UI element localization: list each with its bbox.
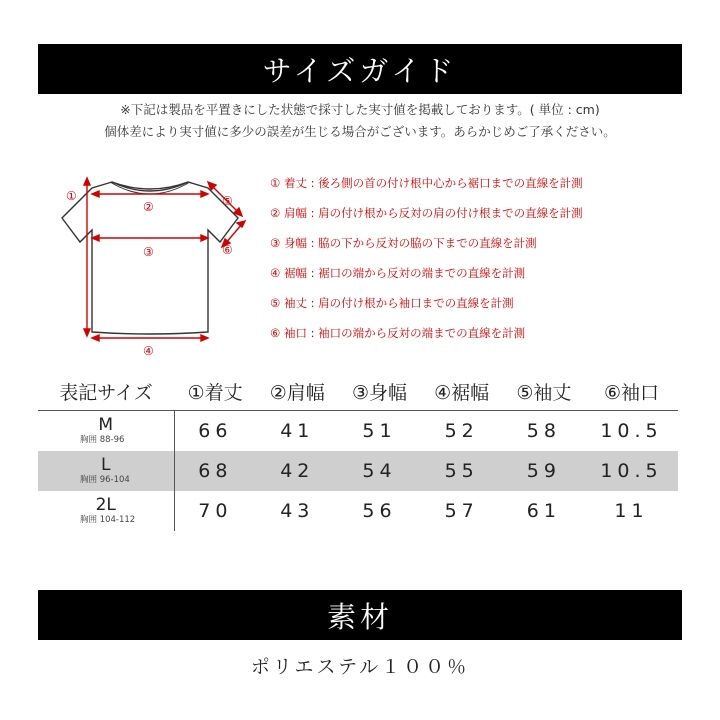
- table-row: [38, 411, 678, 452]
- value-cell: 11: [614, 500, 649, 522]
- header-hem: ④裾幅: [421, 372, 503, 411]
- material-composition: ポリエステル１００％: [250, 656, 470, 678]
- value-cell: 41: [280, 420, 315, 442]
- marker-length: ①: [66, 189, 77, 203]
- legend-cuff: ⑥ 袖口 : 袖口の端から反対の端までの直線を計測: [270, 326, 526, 340]
- size-label-cell: [38, 411, 174, 452]
- header-length: ①着丈: [174, 372, 256, 411]
- value-cell: 66: [198, 420, 233, 442]
- material-title-bar: [38, 590, 682, 640]
- material-title: 素材: [326, 599, 393, 634]
- value-cell: 70: [198, 500, 233, 522]
- marker-sleeve-length: ⑤: [222, 194, 233, 208]
- size-name: 2L: [95, 495, 116, 516]
- marker-shoulder: ②: [143, 200, 154, 214]
- measurement-legend: [270, 168, 690, 348]
- marker-chest: ③: [143, 245, 154, 259]
- table-header-row: [38, 372, 678, 411]
- header-sleeve-length: ⑤袖丈: [503, 372, 585, 411]
- tshirt-diagram: [50, 160, 260, 360]
- size-label-cell: [38, 451, 174, 491]
- value-cell: 42: [256, 451, 338, 491]
- table-row: [38, 451, 678, 491]
- value-cell: 58: [526, 420, 561, 442]
- size-chest: 胸囲 88-96: [80, 435, 125, 446]
- size-name: L: [101, 455, 111, 476]
- legend-chest: ③ 身幅 : 脇の下から反対の脇の下までの直線を計測: [270, 236, 537, 250]
- marker-hem: ④: [143, 344, 154, 358]
- tolerance-note: 個体差により実寸値に多少の誤差が生じる場合がございます。あらかじめご了承ください。: [104, 124, 616, 139]
- size-chest: 胸囲 104-112: [80, 515, 136, 526]
- header-cuff: ⑥袖口: [585, 372, 678, 411]
- header-shoulder: ②肩幅: [256, 372, 338, 411]
- value-cell: 68: [174, 451, 256, 491]
- value-cell: 55: [421, 451, 503, 491]
- size-label-cell: [38, 491, 174, 531]
- marker-cuff: ⑥: [222, 243, 233, 257]
- value-cell: 52: [444, 420, 479, 442]
- value-cell: 10.5: [600, 420, 663, 442]
- table-row: [38, 491, 678, 531]
- value-cell: 56: [362, 500, 397, 522]
- legend-length: ① 着丈 : 後ろ側の首の付け根中心から裾口までの直線を計測: [270, 176, 583, 190]
- value-cell: 57: [444, 500, 479, 522]
- legend-hem: ④ 裾幅 : 裾口の端から反対の端までの直線を計測: [270, 266, 526, 280]
- header-chest: ③身幅: [338, 372, 420, 411]
- legend-sleeve-length: ⑤ 袖丈 : 肩の付け根から袖口までの直線を計測: [270, 296, 514, 310]
- value-cell: 61: [526, 500, 561, 522]
- size-name: M: [98, 415, 114, 436]
- value-cell: 43: [280, 500, 315, 522]
- value-cell: 10.5: [585, 451, 678, 491]
- size-guide-title: サイズガイド: [262, 53, 458, 88]
- legend-shoulder: ② 肩幅 : 肩の付け根から反対の肩の付け根までの直線を計測: [270, 206, 583, 220]
- value-cell: 51: [362, 420, 397, 442]
- measurement-note: ※下記は製品を平置きにした状態で採寸した実寸値を掲載しております。( 単位 : cm): [120, 102, 600, 117]
- value-cell: 54: [338, 451, 420, 491]
- header-size-label: 表記サイズ: [38, 372, 174, 411]
- size-chest: 胸囲 96-104: [80, 475, 130, 486]
- size-table: [38, 372, 678, 531]
- size-guide-title-bar: [38, 44, 682, 94]
- value-cell: 59: [503, 451, 585, 491]
